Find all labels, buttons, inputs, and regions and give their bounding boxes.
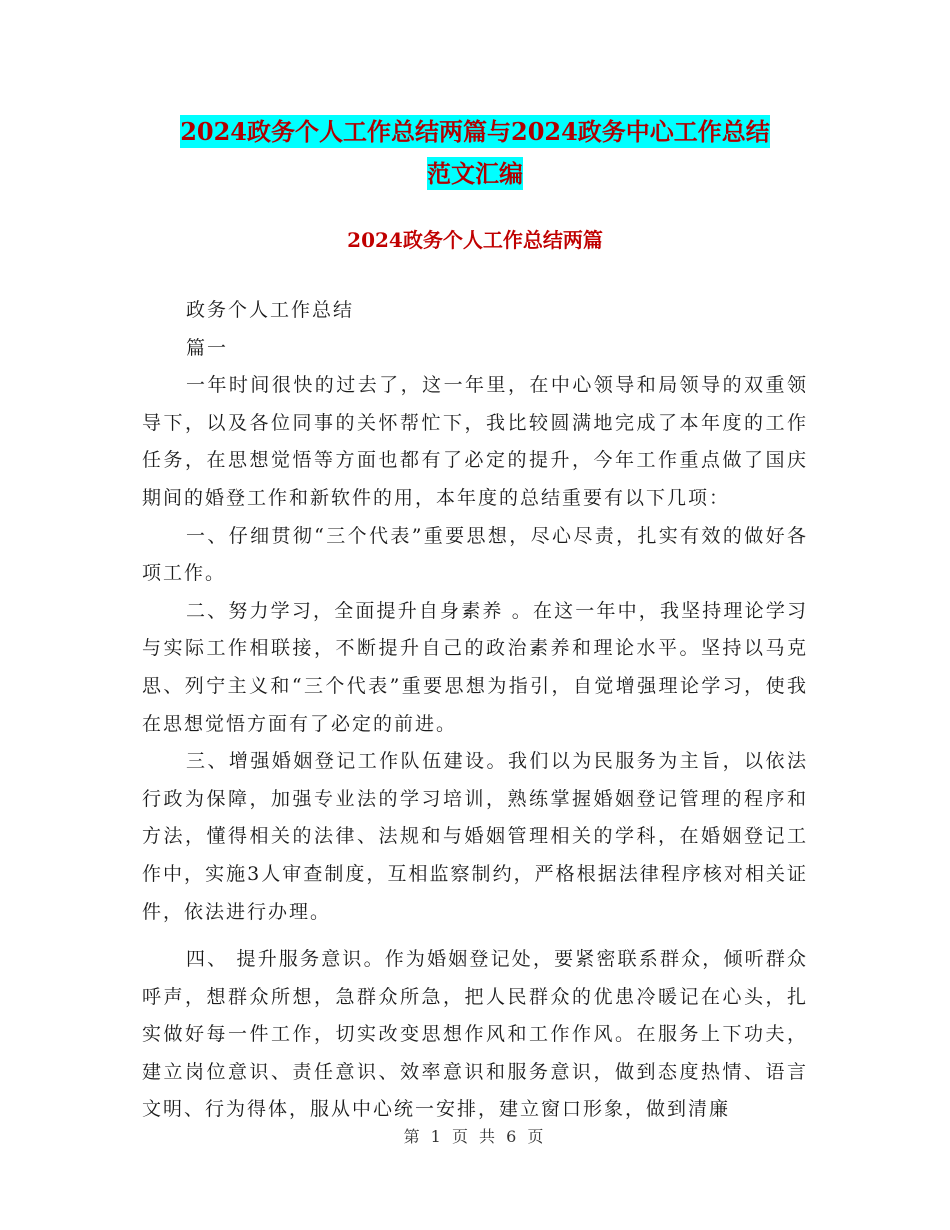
paragraph-intro: 一年时间很快的过去了，这一年里，在中心领导和局领导的双重领导下，以及各位同事的关怀帮忙下，我比较圆满地完成了本年度的工作任务，在思想觉悟等方面也都有了必定的提升，今年工作重点做了国庆期间的婚登工作和新软件的用，本年度的总结重要有以下几项： xyxy=(142,374,808,509)
paragraph-subtitle: 政务个人工作总结 xyxy=(186,299,355,321)
title-line-2-text: 范文汇编 xyxy=(427,159,523,188)
body-text xyxy=(142,292,808,1129)
title-line-1-text: 2024政务个人工作总结两篇与2024政务中心工作总结 xyxy=(180,117,770,146)
page-footer: 第 1 页 共 6 页 xyxy=(403,1127,547,1146)
section-title: 2024政务个人工作总结两篇 xyxy=(347,228,603,252)
paragraph-item-3: 三、增强婚姻登记工作队伍建设。我们以为民服务为主旨，以依法行政为保障，加强专业法的学习培训，熟练掌握婚姻登记管理的程序和方法，懂得相关的法律、法规和与婚姻管理相关的学科，在婚姻登记工作中，实施3人审查制度，互相监察制约，严格根据法律程序核对相关证件，依法进行办理。 xyxy=(142,750,808,923)
paragraph-item-1: 一、仔细贯彻“三个代表”重要思想，尽心尽责，扎实有效的做好各项工作。 xyxy=(142,524,808,585)
paragraph-item-4: 四、 提升服务意识。作为婚姻登记处，要紧密联系群众，倾听群众呼声，想群众所想，急群众所急，把人民群众的优患冷暖记在心头，扎实做好每一件工作，切实改变思想作风和工作作风。在服务上下功夫，建立岗位意识、责任意识、效率意识和服务意识，做到态度热情、语言文明、行为得体，服从中心统一安排，建立窗口形象，做到清廉 xyxy=(142,948,808,1121)
paragraph-part-label: 篇一 xyxy=(186,336,229,359)
title-line-1 xyxy=(0,112,950,147)
paragraph-item-2: 二、努力学习，全面提升自身素养 。在这一年中，我坚持理论学习与实际工作相联接，不断提升自己的政治素养和理论水平。坚持以马克思、列宁主义和“三个代表”重要思想为指引，自觉增强理论学习，使我在思想觉悟方面有了必定的前进。 xyxy=(142,599,808,735)
title-line-2 xyxy=(0,154,950,189)
